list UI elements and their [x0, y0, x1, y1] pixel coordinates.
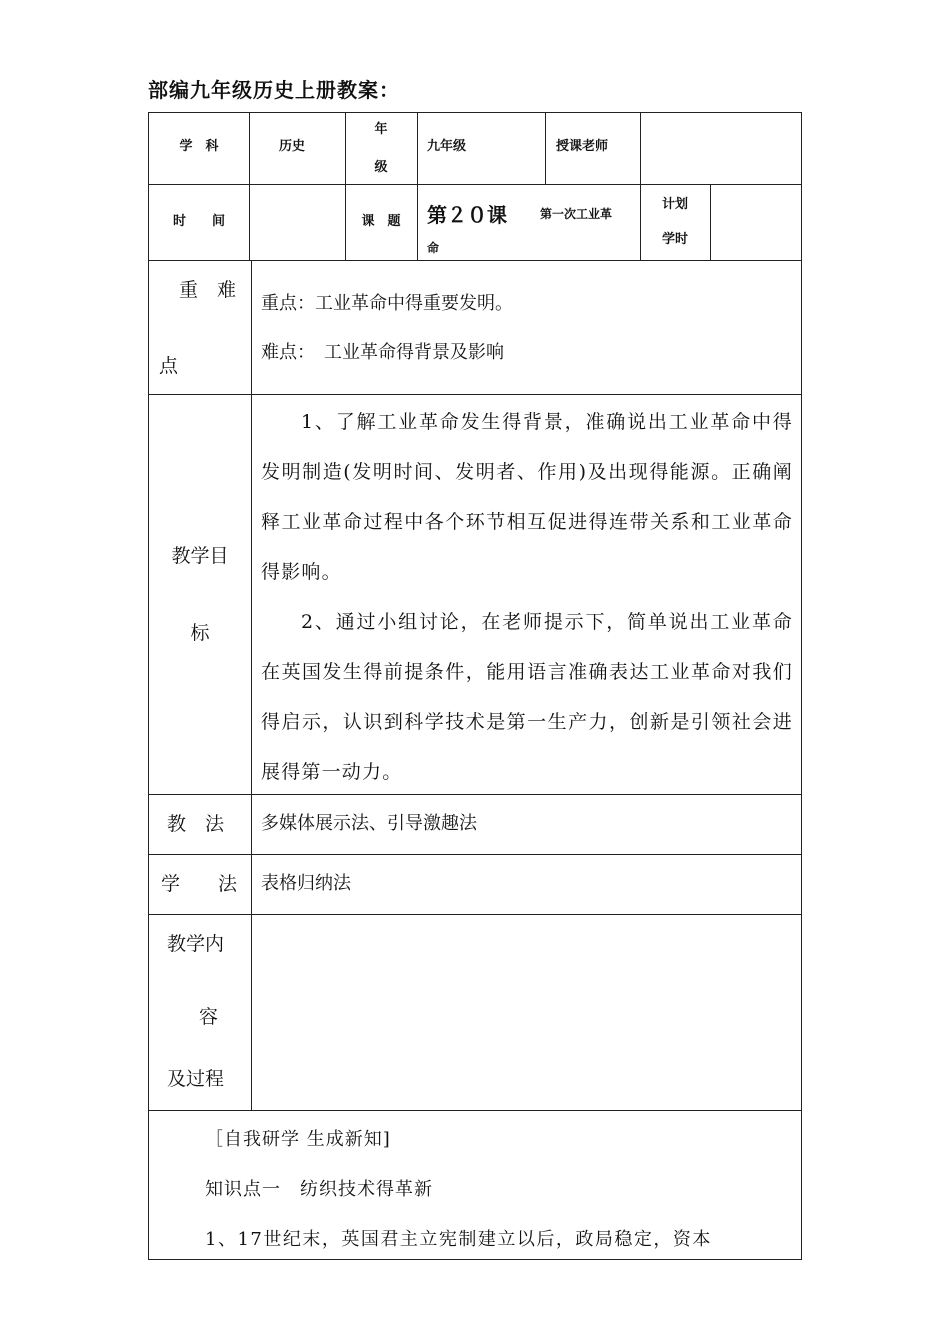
- grade-value: 九年级: [427, 139, 467, 154]
- row-divider: [149, 854, 802, 855]
- key-points-label-bottom: 点: [159, 355, 179, 377]
- teaching-method-label: 教 法: [167, 813, 225, 835]
- knowledge-point-heading: 知识点一 纺织技术得革新: [205, 1179, 433, 1200]
- learning-method-label: 学 法: [161, 873, 238, 895]
- learning-method-value: 表格归纳法: [261, 873, 351, 894]
- objective-item-1: 1、了解工业革命发生得背景，准确说出工业革命中得发明制造(发明时间、发明者、作用)及出现得能源。正确阐释工业革命过程中各个环节相互促进得连带关系和工业革命得影响。: [261, 411, 793, 583]
- content-process-label-line2: 容: [199, 1006, 219, 1028]
- lesson-title-part2: 命: [427, 241, 440, 255]
- objectives-label-bottom: 标: [190, 622, 210, 644]
- objective-item-2: 2、通过小组讨论，在老师提示下，简单说出工业革命在英国发生得前提条件，能用语言准确表达工业革命对我们得启示，认识到科学技术是第一生产力，创新是引领社会进展得第一动力。: [261, 611, 793, 783]
- grade-label-bottom: 级: [374, 160, 388, 175]
- topic-label: 课 题: [361, 214, 401, 229]
- grade-label-top: 年: [374, 122, 388, 137]
- column-divider: [545, 113, 546, 184]
- row-divider: [149, 184, 802, 185]
- difficulty-text: 难点： 工业革命得背景及影响: [261, 342, 504, 363]
- subject-label: 学 科: [179, 139, 219, 154]
- lesson-number: 第２０课: [427, 203, 507, 227]
- column-divider: [249, 113, 250, 260]
- teaching-method-value: 多媒体展示法、引导激趣法: [261, 813, 477, 834]
- focus-text: 重点：工业革命中得重要发明。: [261, 293, 513, 314]
- column-divider: [710, 184, 711, 260]
- subject-value: 历史: [279, 139, 306, 154]
- hours-label-top: 计划: [661, 197, 688, 212]
- column-divider: [417, 113, 418, 260]
- document-title: 部编九年级历史上册教案：: [148, 78, 400, 102]
- column-divider: [251, 260, 252, 1110]
- teacher-label: 授课老师: [556, 139, 609, 154]
- lesson-title-part1: 第一次工业革: [540, 207, 613, 221]
- key-points-label-top: 重 难: [179, 279, 237, 301]
- row-divider: [149, 260, 802, 261]
- content-process-label-line1: 教学内: [167, 933, 225, 955]
- objectives-label-top: 教学目: [171, 545, 229, 567]
- lesson-plan-table: [148, 112, 802, 1260]
- section-heading: ［自我研学 生成新知]: [205, 1129, 391, 1150]
- row-divider: [149, 914, 802, 915]
- hours-label-bottom: 学时: [661, 232, 688, 247]
- row-divider: [149, 394, 802, 395]
- content-process-label-line3: 及过程: [167, 1068, 225, 1090]
- row-divider: [149, 1110, 802, 1111]
- body-paragraph-1: 1、17世纪末，英国君主立宪制建立以后，政局稳定，资本: [205, 1229, 712, 1250]
- time-label: 时 间: [172, 214, 225, 229]
